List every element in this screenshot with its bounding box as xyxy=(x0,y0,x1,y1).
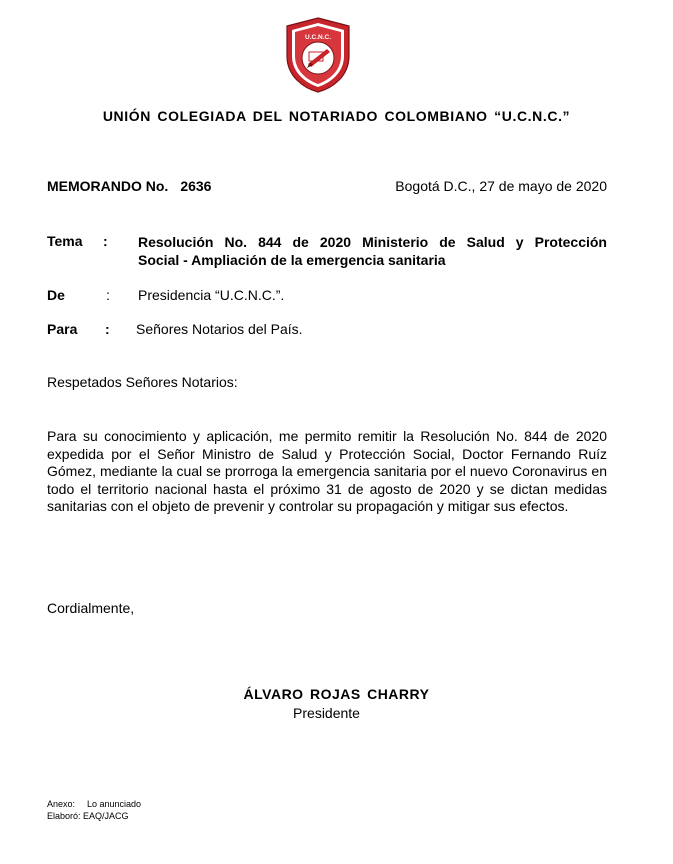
elaboro-value: EAQ/JACG xyxy=(83,811,129,821)
memo-label: MEMORANDO No. xyxy=(47,178,169,194)
annex-line xyxy=(47,798,141,810)
tema-value-line2: Social - Ampliación de la emergencia sanitaria xyxy=(138,252,446,268)
tema-colon: : xyxy=(103,233,108,249)
para-value: Señores Notarios del País. xyxy=(136,321,303,337)
body-paragraph: Para su conocimiento y aplicación, me permito remitir la Resolución No. 844 de 2020 expedida por el Señor Ministro de Salud y Protección Social, Doctor Fernando Ruíz Gómez, mediante la cual se prorroga la emergencia sanitaria por el nuevo Coronavirus en todo el territorio nacional hasta el próximo 31 de agosto de 2020 y se dictan medidas sanitarias con el objeto de prevenir y controlar su propagación y mitigar sus efectos. xyxy=(47,428,607,515)
tema-value-line1: Resolución No. 844 de 2020 Ministerio de Salud y Protección xyxy=(138,234,607,250)
elaboro-label: Elaboró: xyxy=(47,811,81,821)
annex-block xyxy=(47,798,141,822)
de-value: Presidencia “U.C.N.C.”. xyxy=(138,287,285,303)
closing: Cordialmente, xyxy=(47,600,135,616)
memo-header xyxy=(47,178,607,194)
organization-title: UNIÓN COLEGIADA DEL NOTARIADO COLOMBIANO “U.C.N.C.” xyxy=(102,108,571,124)
anexo-label: Anexo: xyxy=(47,799,76,809)
de-colon: : xyxy=(106,287,110,303)
memo-date: Bogotá D.C., 27 de mayo de 2020 xyxy=(395,178,607,194)
tema-value xyxy=(138,233,607,269)
logo-text: U.C.N.C. xyxy=(305,34,331,41)
memo-number: 2636 xyxy=(180,178,212,194)
signer-name: ÁLVARO ROJAS CHARRY xyxy=(243,686,430,702)
para-colon: : xyxy=(105,321,110,337)
tema-label: Tema xyxy=(47,233,83,249)
salutation: Respetados Señores Notarios: xyxy=(47,374,238,390)
anexo-value: Lo anunciado xyxy=(87,799,142,809)
elaboro-line xyxy=(47,810,141,822)
notary-seal-logo xyxy=(283,16,353,94)
signer-title: Presidente xyxy=(293,705,360,721)
para-label: Para xyxy=(47,321,78,337)
de-label: De xyxy=(47,287,65,303)
